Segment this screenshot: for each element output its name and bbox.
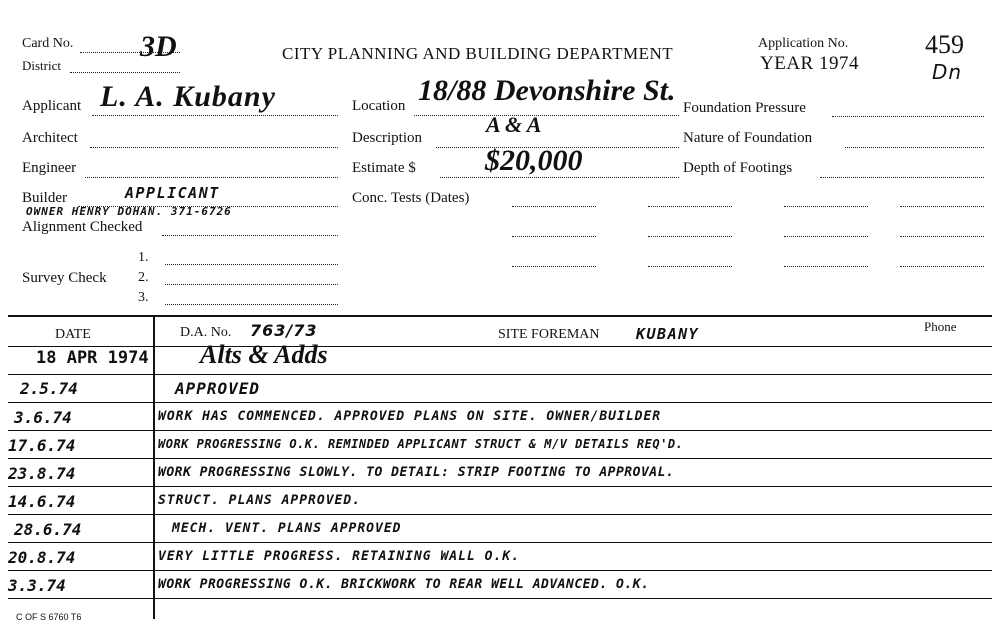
foundation-pressure-line xyxy=(832,116,984,117)
card-no-value: 3D xyxy=(140,30,177,63)
conc-line xyxy=(648,266,732,267)
owner-note: OWNER HENRY DOHAN. 371-6726 xyxy=(26,205,232,218)
page-title: CITY PLANNING AND BUILDING DEPARTMENT xyxy=(282,44,674,63)
application-number: 459 xyxy=(925,30,964,59)
survey-item-2: 2. xyxy=(138,270,149,285)
applicant-value: L. A. Kubany xyxy=(100,80,276,113)
alignment-line xyxy=(162,235,338,236)
log-entry: STRUCT. PLANS APPROVED. xyxy=(158,493,362,508)
initials: Dn xyxy=(932,60,963,84)
section-divider xyxy=(8,315,992,317)
foundation-pressure-label: Foundation Pressure xyxy=(683,100,806,116)
survey-item-3: 3. xyxy=(138,290,149,305)
nature-foundation-label: Nature of Foundation xyxy=(683,130,813,146)
da-value: 763/73 xyxy=(250,321,318,340)
form-code: C OF S 6760 T6 xyxy=(16,612,82,622)
card-no-label: Card No. xyxy=(22,36,74,51)
survey-line-3 xyxy=(165,304,338,305)
location-line xyxy=(414,115,679,116)
log-entry: VERY LITTLE PROGRESS. RETAINING WALL O.K. xyxy=(158,549,520,564)
ruled-line xyxy=(8,374,992,375)
architect-line xyxy=(90,147,338,148)
architect-label: Architect xyxy=(22,130,78,146)
log-date: 3.3.74 xyxy=(8,576,66,595)
ruled-line xyxy=(8,430,992,431)
conc-tests-label: Conc. Tests (Dates) xyxy=(352,190,470,206)
date-header: DATE xyxy=(55,327,91,342)
conc-line xyxy=(784,206,868,207)
conc-line xyxy=(784,266,868,267)
applicant-label: Applicant xyxy=(22,98,82,114)
depth-footings-line xyxy=(820,177,984,178)
ruled-line xyxy=(8,346,992,347)
conc-line xyxy=(784,236,868,237)
site-foreman-label: SITE FOREMAN xyxy=(498,327,600,342)
log-date: 28.6.74 xyxy=(14,520,82,539)
conc-line xyxy=(512,236,596,237)
applicant-line xyxy=(92,115,338,116)
builder-value: APPLICANT xyxy=(125,184,220,202)
conc-line xyxy=(512,206,596,207)
log-entry: WORK PROGRESSING O.K. REMINDED APPLICANT STRUCT & M/V DETAILS REQ'D. xyxy=(158,437,684,451)
da-label: D.A. No. xyxy=(180,325,232,340)
survey-line-2 xyxy=(165,284,338,285)
location-label: Location xyxy=(352,98,406,114)
year-label: YEAR 1974 xyxy=(760,53,859,74)
ruled-line xyxy=(8,570,992,571)
log-entry: WORK HAS COMMENCED. APPROVED PLANS ON SITE. OWNER/BUILDER xyxy=(158,409,662,424)
conc-line xyxy=(648,206,732,207)
conc-line xyxy=(900,236,984,237)
district-line xyxy=(70,72,180,73)
district-label: District xyxy=(22,58,61,73)
log-entry: MECH. VENT. PLANS APPROVED xyxy=(172,521,402,536)
builder-label: Builder xyxy=(22,190,67,206)
ruled-line xyxy=(8,458,992,459)
ruled-line xyxy=(8,542,992,543)
ruled-line xyxy=(8,486,992,487)
conc-line xyxy=(512,266,596,267)
alignment-label: Alignment Checked xyxy=(22,219,143,235)
description-label: Description xyxy=(352,130,422,146)
ruled-line xyxy=(8,598,992,599)
description-value: A & A xyxy=(486,112,542,137)
phone-label: Phone xyxy=(924,319,957,334)
log-entry: Alts & Adds xyxy=(200,340,328,369)
site-foreman-value: KUBANY xyxy=(636,325,700,343)
log-date: 17.6.74 xyxy=(8,436,76,455)
depth-footings-label: Depth of Footings xyxy=(683,160,793,176)
ruled-line xyxy=(8,402,992,403)
log-date: 23.8.74 xyxy=(8,464,76,483)
date-column-divider xyxy=(153,317,155,619)
log-date: 20.8.74 xyxy=(8,548,76,567)
conc-line xyxy=(900,206,984,207)
log-entry: WORK PROGRESSING SLOWLY. TO DETAIL: STRIP FOOTING TO APPROVAL. xyxy=(158,465,675,480)
nature-foundation-line xyxy=(845,147,984,148)
log-entry: APPROVED xyxy=(175,379,261,398)
survey-label: Survey Check xyxy=(22,270,107,286)
estimate-label: Estimate $ xyxy=(352,160,416,176)
log-date: 14.6.74 xyxy=(8,492,76,511)
log-date: 2.5.74 xyxy=(20,379,78,398)
location-value: 18/88 Devonshire St. xyxy=(418,74,676,107)
engineer-label: Engineer xyxy=(22,160,77,176)
conc-line xyxy=(900,266,984,267)
survey-item-1: 1. xyxy=(138,250,149,265)
conc-line xyxy=(648,236,732,237)
estimate-value: $20,000 xyxy=(485,144,583,177)
survey-line-1 xyxy=(165,264,338,265)
log-date: 18 APR 1974 xyxy=(36,348,149,368)
ruled-line xyxy=(8,514,992,515)
engineer-line xyxy=(85,177,338,178)
application-no-label: Application No. xyxy=(758,36,849,51)
log-entry: WORK PROGRESSING O.K. BRICKWORK TO REAR WELL ADVANCED. O.K. xyxy=(158,577,650,592)
log-date: 3.6.74 xyxy=(14,408,72,427)
